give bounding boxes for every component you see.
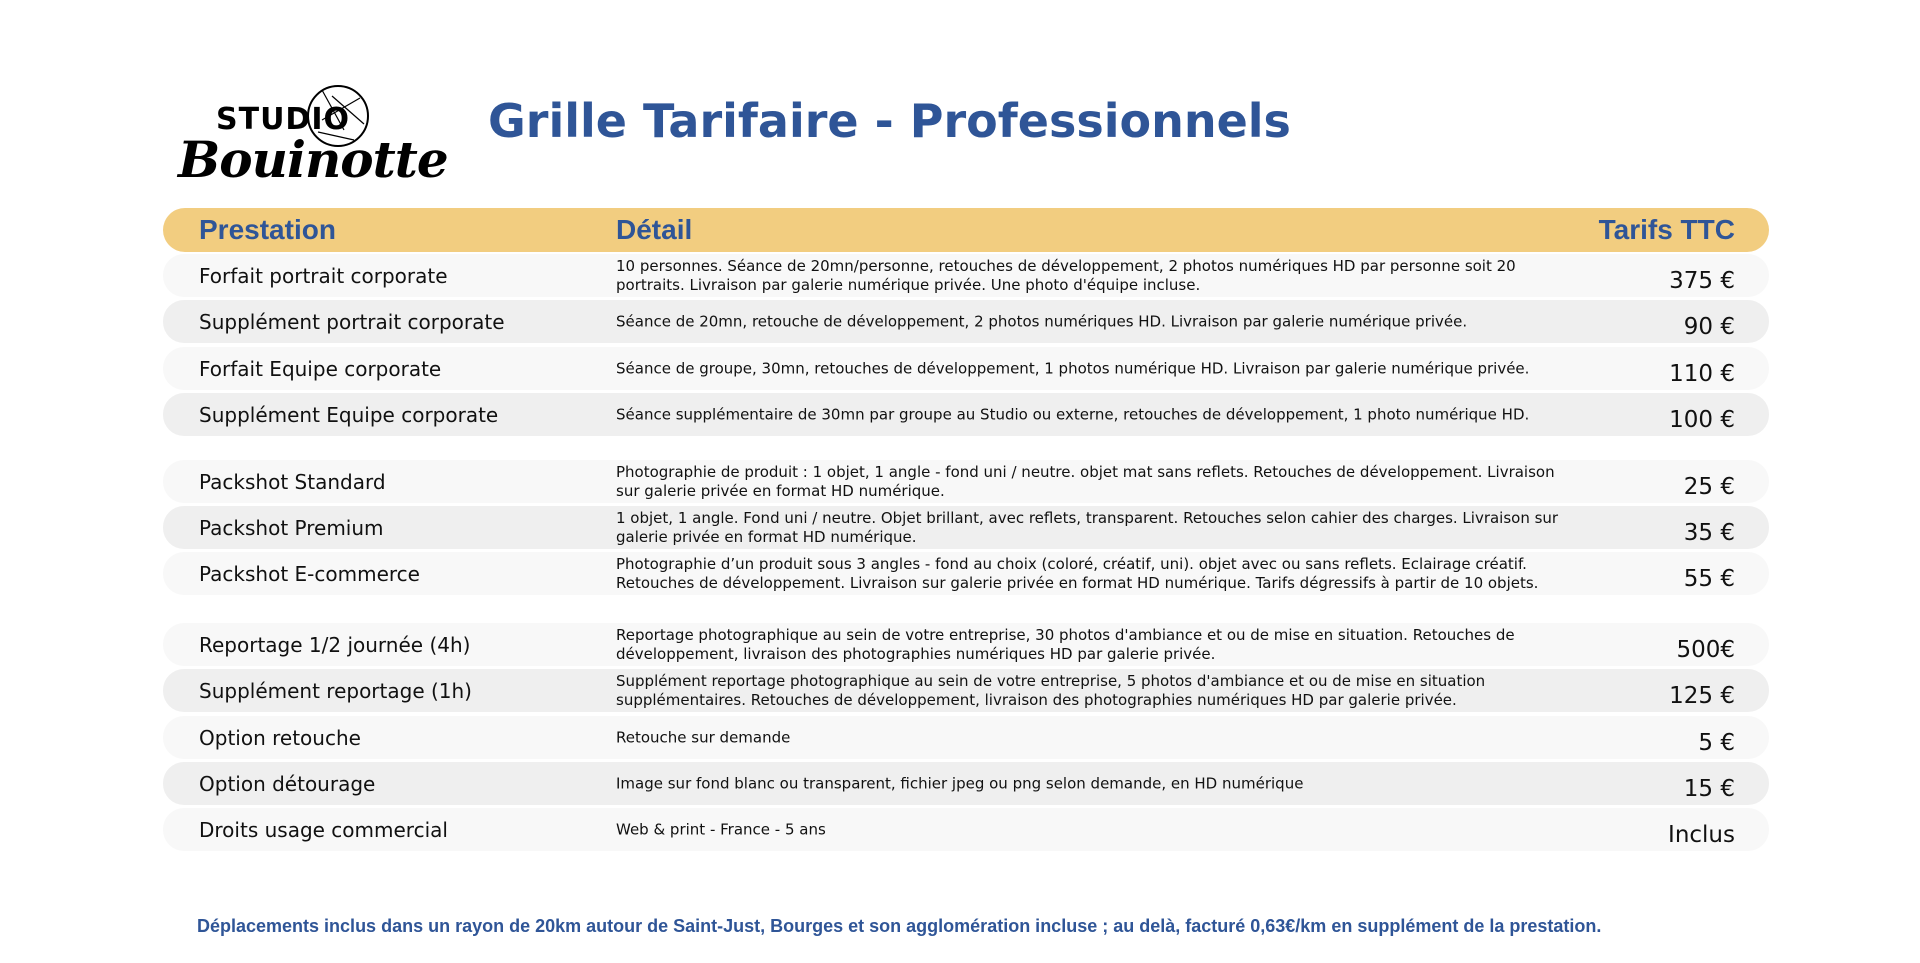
row-detail: Image sur fond blanc ou transparent, fichier jpeg ou png selon demande, en HD numérique	[616, 774, 1304, 792]
row-price: 125 €	[1669, 682, 1735, 709]
header-tarif: Tarifs TTC	[1598, 214, 1735, 245]
row-prestation: Forfait Equipe corporate	[199, 356, 442, 381]
row-detail: Séance de groupe, 30mn, retouches de développement, 1 photos numérique HD. Livraison par galerie numérique privée.	[616, 359, 1530, 377]
row-price: 5 €	[1698, 729, 1735, 756]
row-detail: Supplément reportage photographique au sein de votre entreprise, 5 photos d'ambiance et ou de mise en situation supplémentaires. Retouches de développement, livraison des photographies numériques HD par galerie privée.	[616, 671, 1486, 709]
table-row	[163, 254, 1769, 297]
row-detail: 1 objet, 1 angle. Fond uni / neutre. Objet brillant, avec reflets, transparent. Retouches selon cahier des charges. Livraison sur galerie privée en format HD numérique.	[616, 508, 1559, 546]
pricing-table	[163, 208, 1769, 848]
row-detail: 10 personnes. Séance de 20mn/personne, retouches de développement, 2 photos numériques HD par personne soit 20 portraits. Livraison par galerie numérique privée. Une photo d'équipe incluse.	[616, 256, 1516, 294]
row-detail: Photographie de produit : 1 objet, 1 angle - fond uni / neutre. objet mat sans reflets. Retouches de développement. Livraison sur galerie privée en format HD numérique.	[616, 462, 1555, 500]
row-prestation: Packshot Standard	[199, 469, 386, 494]
row-prestation: Droits usage commercial	[199, 817, 448, 842]
header-prestation: Prestation	[199, 214, 336, 245]
table-row	[163, 506, 1769, 549]
table-row	[163, 762, 1769, 805]
row-detail: Photographie d’un produit sous 3 angles - fond au choix (coloré, créatif, uni). objet avec ou sans reflets. Eclairage créatif. Retouches de développement. Livraison sur galerie privée en format HD numérique. Tarifs dégressifs à partir de 10 objets.	[616, 554, 1539, 592]
table-row	[163, 808, 1769, 851]
travel-note: Déplacements inclus dans un rayon de 20km autour de Saint-Just, Bourges et son agglomération incluse ; au delà, facturé 0,63€/km en supplément de la prestation.	[197, 916, 1602, 936]
row-detail: Séance de 20mn, retouche de développement, 2 photos numériques HD. Livraison par galerie numérique privée.	[616, 312, 1468, 330]
table-row	[163, 300, 1769, 343]
row-detail: Web & print - France - 5 ans	[616, 820, 826, 838]
header-detail: Détail	[616, 214, 693, 245]
row-price: 15 €	[1683, 775, 1735, 802]
table-row	[163, 669, 1769, 712]
table-row	[163, 623, 1769, 666]
table-row	[163, 716, 1769, 759]
logo-studio-text: STUDIO	[216, 102, 350, 137]
row-price: 100 €	[1669, 406, 1735, 433]
row-prestation: Option retouche	[199, 725, 361, 750]
row-prestation: Packshot Premium	[199, 515, 384, 540]
table-row	[163, 552, 1769, 595]
table-header	[163, 208, 1769, 252]
row-price: 35 €	[1683, 519, 1735, 546]
row-prestation: Packshot E-commerce	[199, 561, 420, 586]
row-prestation: Option détourage	[199, 771, 376, 796]
row-prestation: Reportage 1/2 journée (4h)	[199, 632, 471, 657]
row-price: 25 €	[1683, 473, 1735, 500]
logo-script-text: Bouinotte	[178, 130, 448, 189]
row-prestation: Supplément Equipe corporate	[199, 402, 499, 427]
table-row	[163, 393, 1769, 436]
row-prestation: Forfait portrait corporate	[199, 263, 448, 288]
row-price: 375 €	[1669, 267, 1735, 294]
row-prestation: Supplément portrait corporate	[199, 309, 505, 334]
table-row	[163, 347, 1769, 390]
page-title: Grille Tarifaire - Professionnels	[488, 94, 1291, 148]
table-row	[163, 460, 1769, 503]
row-prestation: Supplément reportage (1h)	[199, 678, 472, 703]
row-price: 110 €	[1669, 360, 1735, 387]
row-price: Inclus	[1668, 821, 1735, 848]
row-price: 90 €	[1683, 313, 1735, 340]
studio-logo	[172, 80, 448, 200]
row-detail: Reportage photographique au sein de votre entreprise, 30 photos d'ambiance et ou de mise en situation. Retouches de développement, livraison des photographies numériques HD par galerie privée.	[616, 625, 1515, 663]
row-price: 55 €	[1683, 565, 1735, 592]
row-price: 500€	[1676, 636, 1735, 663]
row-detail: Retouche sur demande	[616, 728, 791, 746]
row-detail: Séance supplémentaire de 30mn par groupe au Studio ou externe, retouches de développement, 1 photo numérique HD.	[616, 405, 1530, 423]
